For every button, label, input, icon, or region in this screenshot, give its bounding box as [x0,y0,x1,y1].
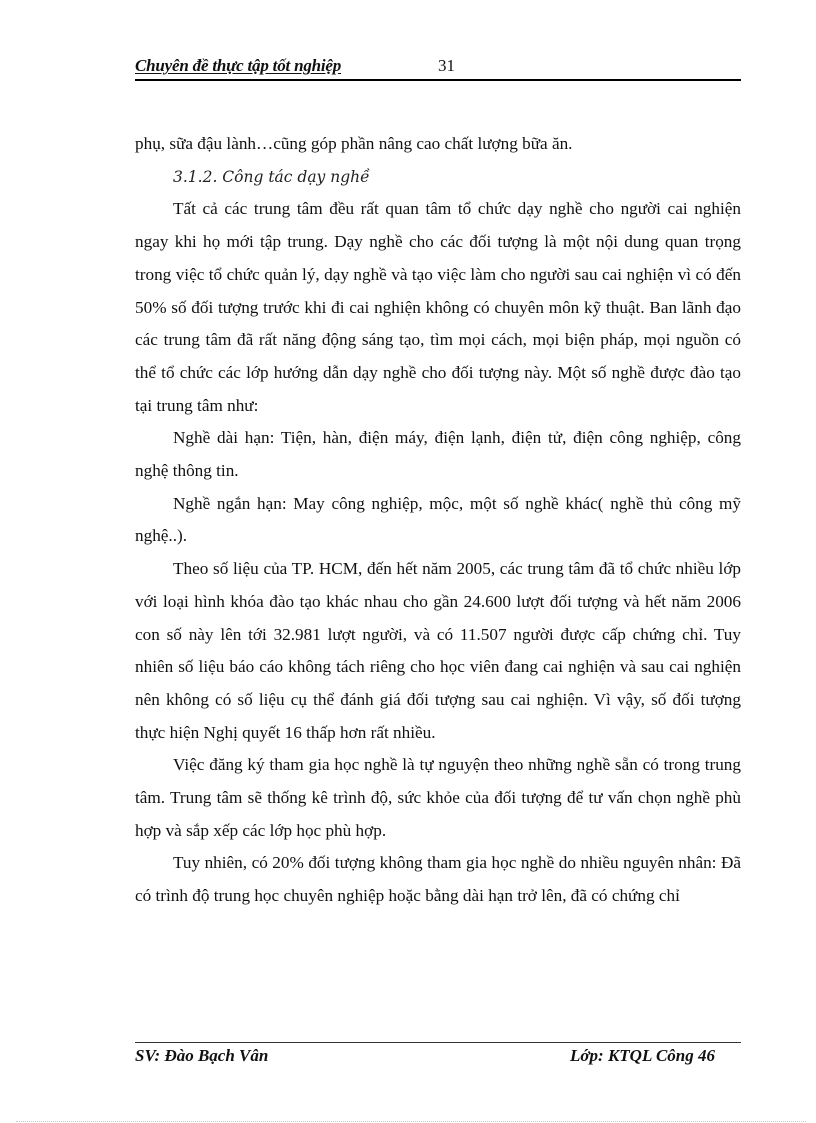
paragraph-short-term-trades: Nghề ngắn hạn: May công nghiệp, mộc, một số nghề khác( nghề thủ công mỹ nghệ..). [135,493,741,546]
page-number: 31 [438,56,455,75]
paragraph-registration: Việc đăng ký tham gia học nghề là tự nguyện theo những nghề sẵn có trong trung tâm. Trung tâm sẽ thống kê trình độ, sức khỏe của đối tượng để tư vấn chọn nghề phù hợp và sắp xếp các lớp học phù hợp. [135,755,741,840]
paragraph-non-participation: Tuy nhiên, có 20% đối tượng không tham gia học nghề do nhiều nguyên nhân: Đã có trình độ trung học chuyên nghiệp hoặc bằng dài hạn trở lên, đã có chứng chỉ [135,853,741,906]
page-footer [135,1046,715,1070]
paragraph-vocational-training: Tất cả các trung tâm đều rất quan tâm tổ chức dạy nghề cho người cai nghiện ngay khi họ mới tập trung. Dạy nghề cho các đối tượng là một nội dung quan trọng trong việc tổ chức quản lý, dạy nghề và tạo việc làm cho người sau cai nghiện vì có đến 50% số đối tượng trước khi đi cai nghiện không có chuyên môn kỹ thuật. Ban lãnh đạo các trung tâm đã rất năng động sáng tạo, tìm mọi cách, mọi biện pháp, mọi nguồn có thể tổ chức các lớp hướng dẫn dạy nghề cho đối tượng này. Một số nghề được đào tạo tại trung tâm như: [135,199,741,415]
paragraph-hcm-statistics: Theo số liệu của TP. HCM, đến hết năm 2005, các trung tâm đã tổ chức nhiều lớp với loại hình khóa đào tạo khác nhau cho gần 24.600 lượt đối tượng và hết năm 2006 con số này lên tới 32.981 lượt người, và có 11.507 người được cấp chứng chỉ. Tuy nhiên số liệu báo cáo không tách riêng cho học viên đang cai nghiện và sau cai nghiện nên không có số liệu cụ thể đánh giá đối tượng sau cai nghiện. Vì vậy, số đối tượng thực hiện Nghị quyết 16 thấp hơn rất nhiều. [135,559,741,742]
page-body [135,128,741,913]
header-divider [135,79,741,81]
page-boundary [16,1121,806,1122]
paragraph-long-term-trades: Nghề dài hạn: Tiện, hàn, điện máy, điện lạnh, điện tử, điện công nghiệp, công nghệ thông tin. [135,428,741,481]
continuation-paragraph: phụ, sữa đậu lành…cũng góp phần nâng cao chất lượng bữa ăn. [135,134,573,153]
footer-divider [135,1042,741,1043]
section-heading: 3.1.2. Công tác dạy nghề [173,167,370,186]
footer-class: Lớp: KTQL Công 46 [570,1046,715,1065]
footer-student-name: SV: Đào Bạch Vân [135,1046,269,1065]
header-title: Chuyên đề thực tập tốt nghiệp [135,56,342,75]
